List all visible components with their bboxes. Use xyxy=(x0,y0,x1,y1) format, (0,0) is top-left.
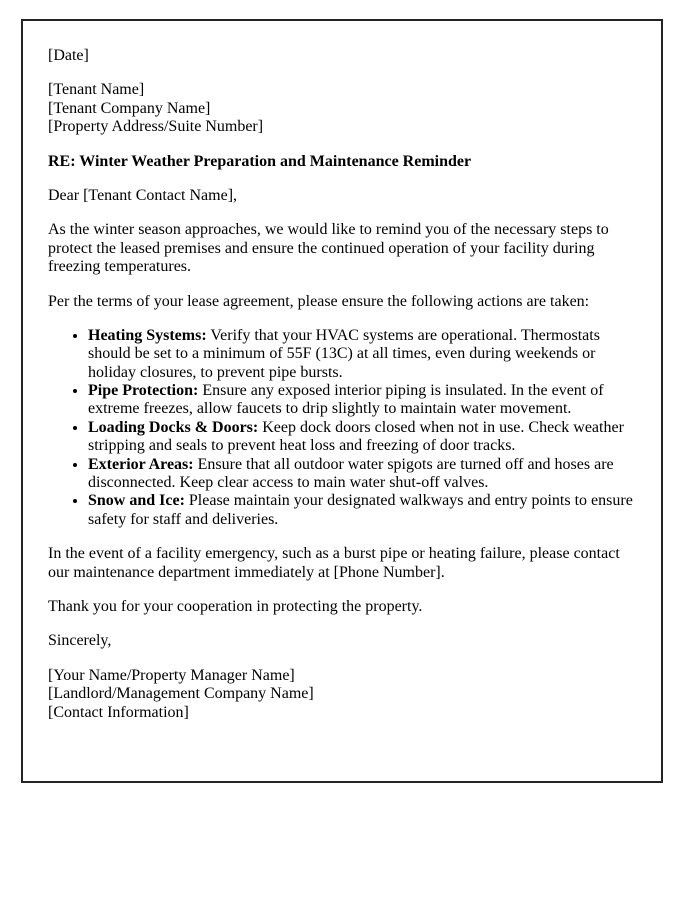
checklist-term: Snow and Ice: xyxy=(88,492,185,510)
checklist-item-pipes xyxy=(88,382,636,419)
recipient-address: [Property Address/Suite Number] xyxy=(48,118,264,136)
thanks-paragraph: Thank you for your cooperation in protecting the property. xyxy=(48,597,423,615)
signature-manager-name: [Your Name/Property Manager Name] xyxy=(48,666,295,684)
checklist-text: Please maintain your designated walkways and entry points to ensure safety for staff and deliveries. xyxy=(88,492,633,528)
checklist-text: Keep dock doors closed when not in use. Check weather stripping and seals to prevent heat loss and freezing of door tracks. xyxy=(88,418,624,455)
checklist-text: Ensure any exposed interior piping is insulated. In the event of extreme freezes, allow faucets to drip slightly to maintain water movement. xyxy=(88,382,604,418)
closing-line: Sincerely, xyxy=(48,632,112,650)
signature-contact-info: [Contact Information] xyxy=(48,703,189,721)
checklist-term: Heating Systems: xyxy=(88,326,207,344)
recipient-company: [Tenant Company Name] xyxy=(48,99,211,117)
date-line: [Date] xyxy=(48,47,89,64)
checklist-item-heating xyxy=(88,327,636,382)
signature-block xyxy=(48,667,636,722)
checklist-term: Loading Docks & Doors: xyxy=(88,418,259,436)
letter-page xyxy=(21,19,663,783)
checklist-item-snow xyxy=(88,492,636,529)
checklist-item-docks xyxy=(88,419,636,456)
checklist-term: Exterior Areas: xyxy=(88,455,194,473)
checklist-item-exterior xyxy=(88,456,636,493)
salutation-line: Dear [Tenant Contact Name], xyxy=(48,186,238,204)
signature-company-name: [Landlord/Management Company Name] xyxy=(48,685,314,703)
checklist-text: Ensure that all outdoor water spigots are turned off and hoses are disconnected. Keep clear access to main water shut-off valves. xyxy=(88,455,614,492)
emergency-paragraph: In the event of a facility emergency, such as a burst pipe or heating failure, please contact our maintenance department immediately at [Phone Number]. xyxy=(48,545,620,581)
recipient-block xyxy=(48,81,636,136)
recipient-name: [Tenant Name] xyxy=(48,81,145,99)
checklist-term: Pipe Protection: xyxy=(88,382,199,400)
winter-checklist xyxy=(48,327,636,529)
checklist-text: Verify that your HVAC systems are operational. Thermostats should be set to a minimum of 55F (13C) at all times, even during weekends or holiday closures, to prevent pipe bursts. xyxy=(88,326,600,381)
intro-paragraph: As the winter season approaches, we would like to remind you of the necessary steps to protect the leased premises and ensure the continued operation of your facility during freezing temperatures. xyxy=(48,221,609,276)
lease-paragraph: Per the terms of your lease agreement, please ensure the following actions are taken: xyxy=(48,292,590,310)
subject-line: RE: Winter Weather Preparation and Maintenance Reminder xyxy=(48,152,472,170)
